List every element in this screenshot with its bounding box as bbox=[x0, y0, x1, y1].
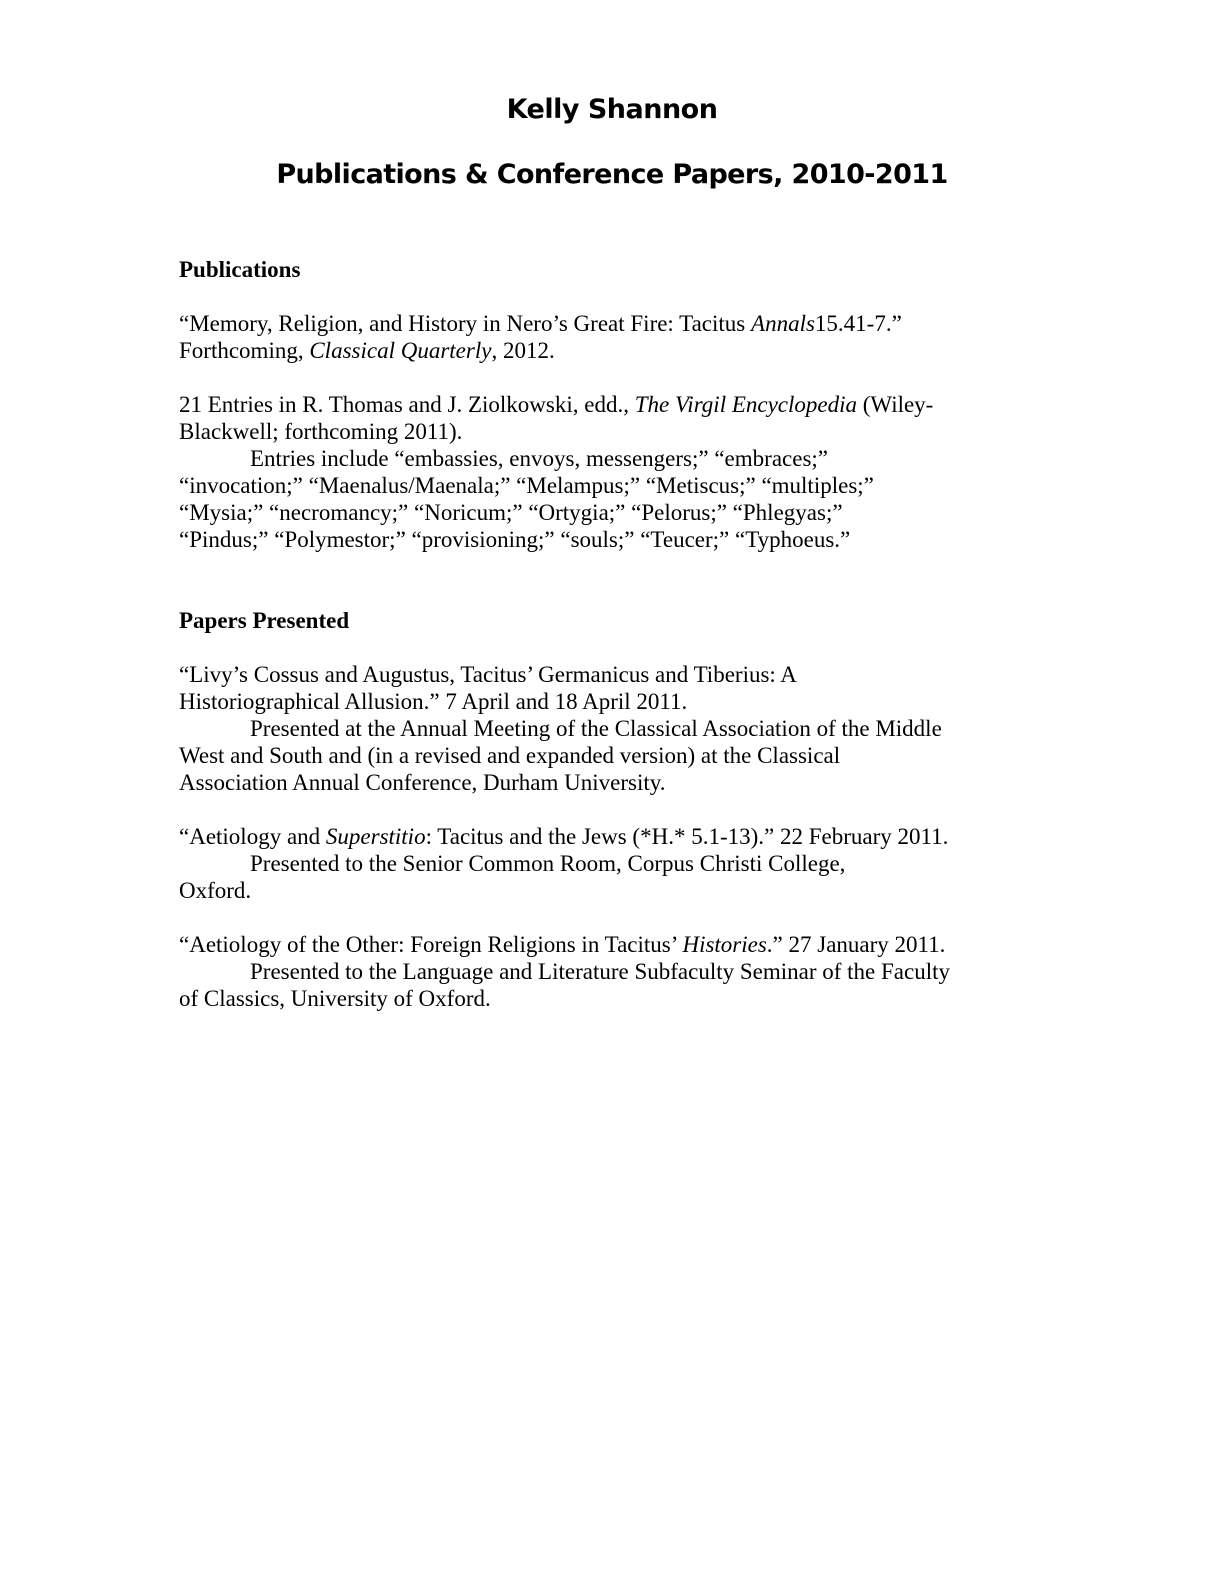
publications-heading: Publications bbox=[179, 257, 301, 282]
publication-2-line-3: Entries include “embassies, envoys, messengers;” “embraces;” bbox=[250, 446, 828, 471]
paper-2-line-2: Presented to the Senior Common Room, Corpus Christi College, bbox=[250, 851, 846, 876]
paper-3-line-2: Presented to the Language and Literature Subfaculty Seminar of the Faculty bbox=[250, 959, 950, 984]
paper-3-line-3: of Classics, University of Oxford. bbox=[179, 986, 491, 1011]
publication-1-line-2: Forthcoming, Classical Quarterly, 2012. bbox=[179, 338, 555, 363]
paper-1-line-5: Association Annual Conference, Durham University. bbox=[179, 770, 666, 795]
paper-1-line-2: Historiographical Allusion.” 7 April and 18 April 2011. bbox=[179, 689, 688, 714]
publication-2-line-2: Blackwell; forthcoming 2011). bbox=[179, 419, 463, 444]
paper-1-line-4: West and South and (in a revised and expanded version) at the Classical bbox=[179, 743, 841, 768]
paper-2-line-1: “Aetiology and Superstitio: Tacitus and the Jews (*H.* 5.1-13).” 22 February 2011. bbox=[179, 824, 949, 849]
publication-2-line-6: “Pindus;” “Polymestor;” “provisioning;” “souls;” “Teucer;” “Typhoeus.” bbox=[179, 527, 851, 552]
paper-1-line-1: “Livy’s Cossus and Augustus, Tacitus’ Germanicus and Tiberius: A bbox=[179, 662, 797, 687]
publication-entry-2 bbox=[179, 391, 999, 553]
publication-entry-1 bbox=[179, 310, 999, 364]
document-body bbox=[179, 256, 999, 1012]
paper-1-line-3: Presented at the Annual Meeting of the Classical Association of the Middle bbox=[250, 716, 942, 741]
paper-entry-1 bbox=[179, 661, 999, 796]
paper-entry-3 bbox=[179, 931, 999, 1012]
paper-3-line-1: “Aetiology of the Other: Foreign Religions in Tacitus’ Histories.” 27 January 2011. bbox=[179, 932, 946, 957]
paper-2-line-3: Oxford. bbox=[179, 878, 252, 903]
document-subtitle: Publications & Conference Papers, 2010-2011 bbox=[276, 159, 948, 190]
publication-2-line-4: “invocation;” “Maenalus/Maenala;” “Melampus;” “Metiscus;” “multiples;” bbox=[179, 473, 874, 498]
author-name: Kelly Shannon bbox=[506, 94, 718, 125]
paper-entry-2 bbox=[179, 823, 999, 904]
publication-2-line-1: 21 Entries in R. Thomas and J. Ziolkowski, edd., The Virgil Encyclopedia (Wiley- bbox=[179, 392, 934, 417]
publication-1-line-1: “Memory, Religion, and History in Nero’s Great Fire: Tacitus Annals15.41-7.” bbox=[179, 311, 902, 336]
publication-2-line-5: “Mysia;” “necromancy;” “Noricum;” “Ortygia;” “Pelorus;” “Phlegyas;” bbox=[179, 500, 843, 525]
papers-heading: Papers Presented bbox=[179, 608, 350, 633]
